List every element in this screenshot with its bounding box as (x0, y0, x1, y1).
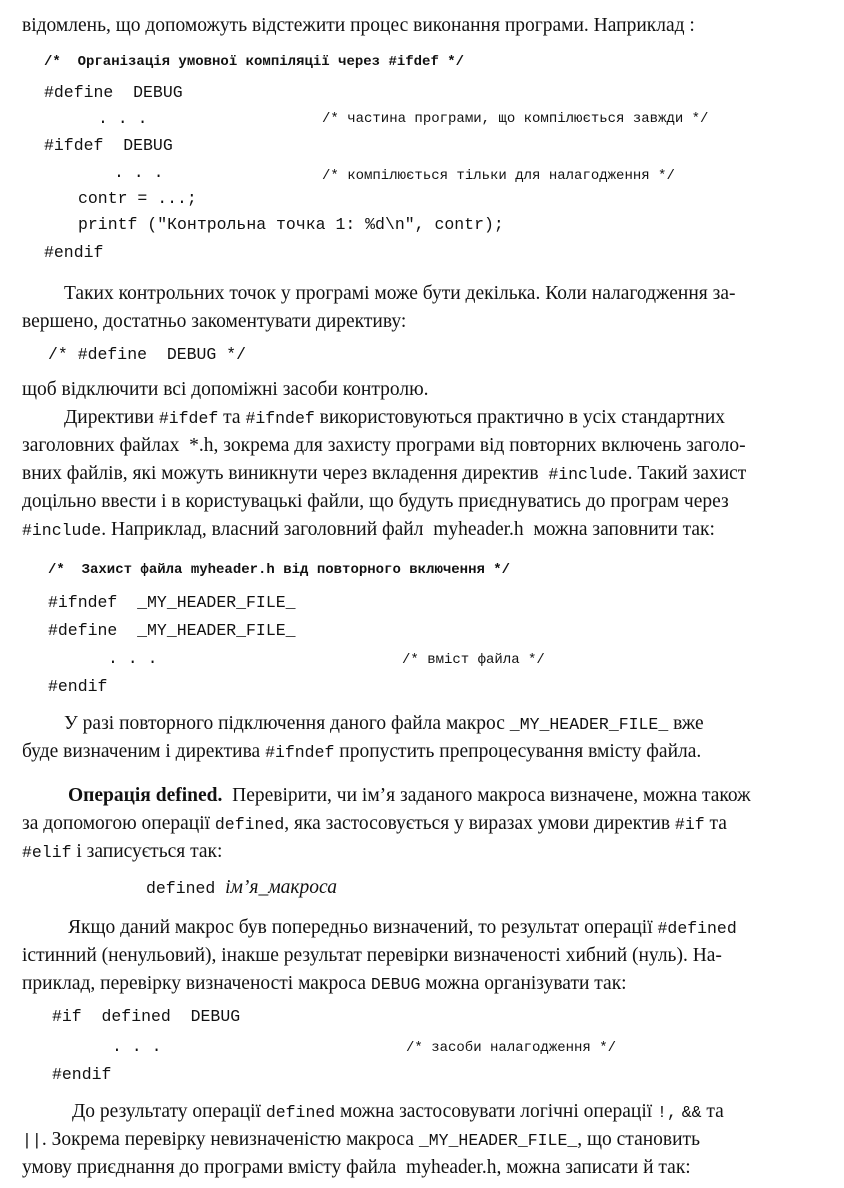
paragraph-line: Директиви #ifdef та #ifndef використовуються практично в усіх стандартних (64, 407, 726, 428)
paragraph-line: #elif і записується так: (22, 841, 223, 862)
code-line: #ifdef DEBUG (44, 136, 173, 155)
code-line: /* #define DEBUG */ (48, 345, 247, 364)
paragraph-line: істинний (ненульовий), інакше результат перевірки визначеності хибний (нуль). На- (22, 945, 722, 966)
code-comment: /* засоби налагодження */ (406, 1040, 617, 1056)
code-comment: /* частина програми, що компілюється завжди */ (322, 111, 709, 127)
paragraph-line: відомлень, що допоможуть відстежити процес виконання програми. Наприклад : (22, 15, 695, 36)
paragraph-line: Таких контрольних точок у програмі може бути декілька. Коли налагодження за- (64, 283, 736, 304)
code-line: #endif (44, 243, 104, 262)
code-line: #endif (48, 677, 108, 696)
code-ellipsis: . . . (114, 163, 164, 182)
paragraph-line: приклад, перевірку визначеності макроса DEBUG можна організувати так: (22, 973, 627, 994)
code-line: #if defined DEBUG (52, 1007, 241, 1026)
code-line: #define DEBUG (44, 83, 183, 102)
paragraph-line: заголовних файлах *.h, зокрема для захисту програми від повторних включень заголо- (22, 435, 746, 456)
paragraph-line: вершено, достатньо закоментувати директиву: (22, 311, 407, 332)
paragraph-line: умову приєднання до програми вмісту файла myheader.h, можна записати й так: (22, 1157, 691, 1178)
paragraph-line: До результату операції defined можна застосовувати логічні операції !, && та (72, 1101, 724, 1122)
code-line: #endif (52, 1065, 112, 1084)
paragraph-line: буде визначеним і директива #ifndef пропустить препроцесування вмісту файла. (22, 741, 702, 762)
code-ellipsis: . . . (108, 649, 158, 668)
code-comment: /* компілюється тільки для налагодження */ (322, 168, 675, 184)
section-run-in-heading: Операція defined. (68, 785, 223, 806)
code-line: printf ("Контрольна точка 1: %d\n", contr); (78, 215, 504, 234)
paragraph-line: У разі повторного підключення даного файла макрос _MY_HEADER_FILE_ вже (64, 713, 704, 734)
code-ellipsis: . . . (98, 109, 148, 128)
code-comment-line: /* Захист файла myheader.h від повторного включення */ (48, 562, 511, 578)
code-ellipsis: . . . (112, 1037, 162, 1056)
code-line: #define _MY_HEADER_FILE_ (48, 621, 296, 640)
paragraph-line: вних файлів, які можуть виникнути через вкладення директив #include. Такий захист (22, 463, 747, 484)
paragraph-line: доцільно ввести і в користувацькі файли, що будуть приєднуватись до програм через (22, 491, 729, 512)
paragraph-line: ||. Зокрема перевірку невизначеністю макроса _MY_HEADER_FILE_, що становить (22, 1129, 700, 1150)
paragraph-line: Операція defined. Перевірити, чи ім’я заданого макроса визначене, можна також (68, 785, 751, 806)
code-line: #ifndef _MY_HEADER_FILE_ (48, 593, 296, 612)
paragraph-line: Якщо даний макрос був попередньо визначений, то результат операції #defined (68, 917, 737, 938)
paragraph-line: щоб відключити всі допоміжні засоби контролю. (22, 379, 429, 400)
paragraph-line: за допомогою операції defined, яка застосовується у виразах умови директив #if та (22, 813, 727, 834)
syntax-line: defined ім’я_макроса (146, 877, 337, 898)
code-comment: /* вміст файла */ (402, 652, 545, 668)
code-comment-line: /* Організація умовної компіляції через #ifdef */ (44, 54, 465, 70)
paragraph-line: #include. Наприклад, власний заголовний файл myheader.h можна заповнити так: (22, 519, 715, 540)
code-line: contr = ...; (78, 189, 197, 208)
